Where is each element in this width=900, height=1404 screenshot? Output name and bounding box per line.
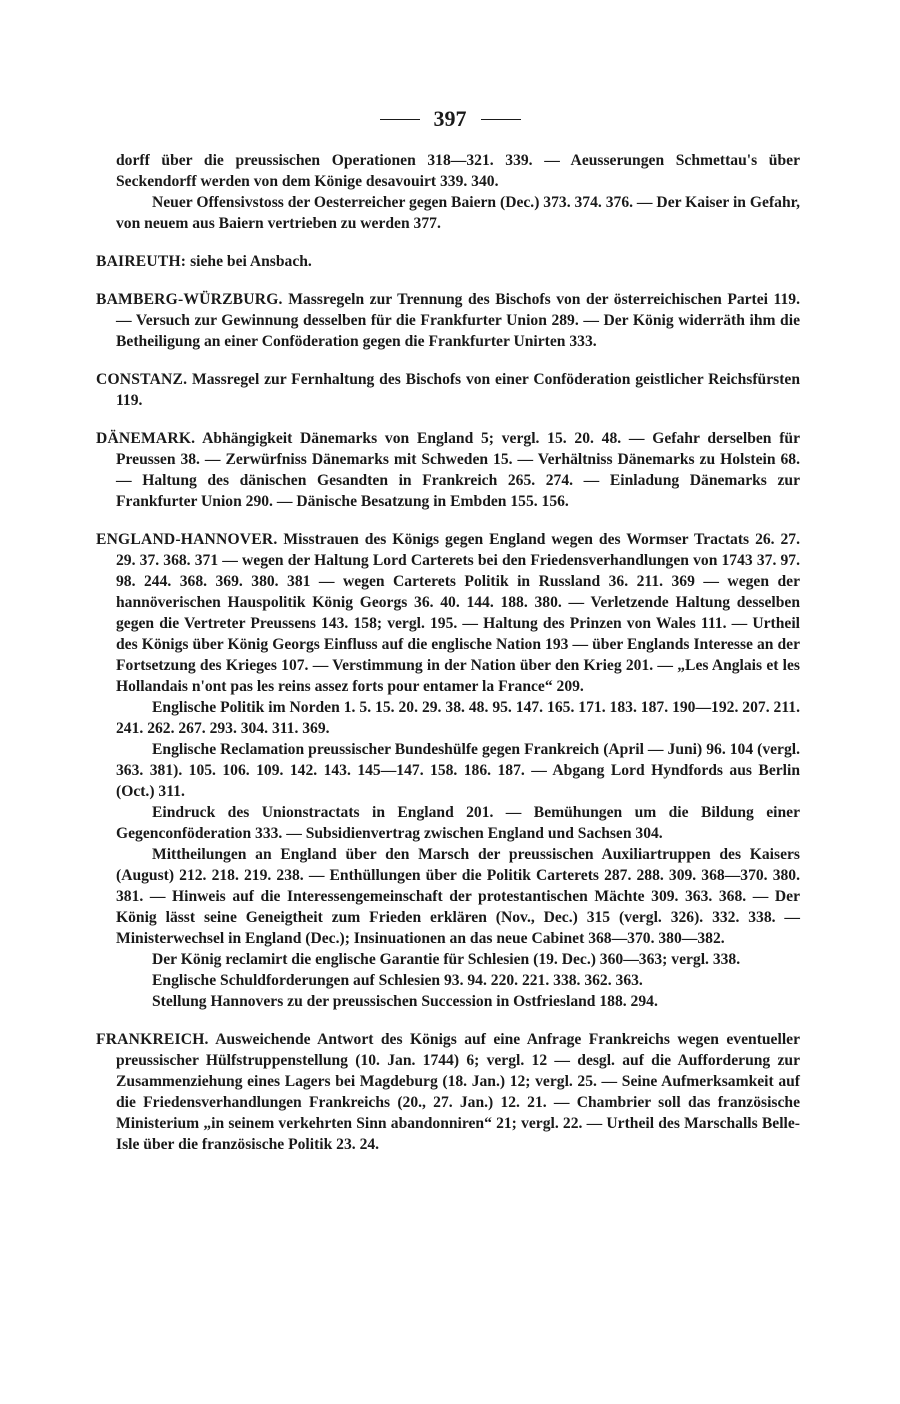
entry-text: Massregel zur Fernhaltung des Bischofs von einer Conföderation geistlicher Reichsfürsten 119. <box>116 371 800 409</box>
entry-paragraph <box>96 529 800 697</box>
entry-subparagraph: Mittheilungen an England über den Marsch der preussischen Auxiliartruppen des Kaisers (August) 212. 218. 219. 238. — Enthüllungen über die Politik Carterets 287. 288. 309. 368—370. 380. 381. — Hinweis auf die Interessengemeinschaft der protestantischen Mächte 309. 363. 368. — Der König lässt seine Geneigtheit zum Frieden erklären (Nov., Dec.) 315 (vergl. 326). 332. 338. — Ministerwechsel in England (Dec.); Insinuationen an das neue Cabinet 368—370. 380—382. <box>116 846 800 947</box>
entry-heading: BAMBERG-WÜRZBURG. <box>96 291 283 308</box>
entry-subparagraph: Der König reclamirt die englische Garantie für Schlesien (19. Dec.) 360—363; vergl. 338. <box>152 951 741 968</box>
continued-entry <box>96 150 800 234</box>
entry-heading: CONSTANZ. <box>96 371 188 388</box>
entry-paragraph <box>96 251 800 272</box>
index-entry-constanz <box>96 369 800 411</box>
index-entry-england-hannover <box>96 529 800 1012</box>
entry-subparagraph: Englische Schuldforderungen auf Schlesien 93. 94. 220. 221. 338. 362. 363. <box>152 972 643 989</box>
index-body <box>96 150 800 1172</box>
entry-paragraph <box>96 1029 800 1155</box>
entry-text: siehe bei Ansbach. <box>190 253 312 270</box>
index-entry-daenemark <box>96 428 800 512</box>
index-entry-bamberg-wuerzburg <box>96 289 800 352</box>
entry-paragraph <box>96 369 800 411</box>
page-header <box>0 106 900 132</box>
index-entry-baireuth <box>96 251 800 272</box>
entry-text: Ausweichende Antwort des Königs auf eine Anfrage Frankreichs wegen eventueller preussischer Hülfstruppenstellung (10. Jan. 1744) 6; vergl. 12 — desgl. auf die Aufforderung zur Zusammenziehung eines Lagers bei Magdeburg (18. Jan.) 12; vergl. 25. — Seine Aufmerksamkeit auf die Friedensverhandlungen Frankreichs (20., 27. Jan.) 12. 21. — Chambrier soll das französische Ministerium „in seinem verkehrten Sinn abandonniren“ 21; vergl. 22. — Urtheil des Marschalls Belle-Isle über die französische Politik 23. 24. <box>116 1031 800 1153</box>
header-dash-right <box>481 119 521 120</box>
entry-heading: FRANKREICH. <box>96 1031 209 1048</box>
entry-paragraph <box>96 289 800 352</box>
page-number: 397 <box>433 106 467 131</box>
continued-paragraph: Neuer Offensivstoss der Oesterreicher gegen Baiern (Dec.) 373. 374. 376. — Der Kaiser in Gefahr, von neuem aus Baiern vertrieben zu werden 377. <box>116 194 800 232</box>
entry-text: Massregeln zur Trennung des Bischofs von der österreichischen Partei 119. — Versuch zur Gewinnung desselben für die Frankfurter Union 289. — Der König widerräth ihm die Betheiligung an einer Conföderation gegen die Frankfurter Unirten 333. <box>116 291 800 350</box>
entry-heading: DÄNEMARK. <box>96 430 196 447</box>
entry-paragraph <box>96 428 800 512</box>
entry-subparagraph: Englische Reclamation preussischer Bundeshülfe gegen Frankreich (April — Juni) 96. 104 (vergl. 363. 381). 105. 106. 109. 142. 143. 145—147. 158. 186. 187. — Abgang Lord Hyndfords aus Berlin (Oct.) 311. <box>116 741 800 800</box>
entry-heading: BAIREUTH: <box>96 253 187 270</box>
header-dash-left <box>380 119 420 120</box>
entry-subparagraph: Eindruck des Unionstractats in England 201. — Bemühungen um die Bildung einer Gegenconföderation 333. — Subsidienvertrag zwischen England und Sachsen 304. <box>116 804 800 842</box>
entry-subparagraph: Englische Politik im Norden 1. 5. 15. 20. 29. 38. 48. 95. 147. 165. 171. 183. 187. 190—192. 207. 211. 241. 262. 267. 293. 304. 311. 369. <box>116 699 800 737</box>
index-entry-frankreich <box>96 1029 800 1155</box>
entry-subparagraph: Stellung Hannovers zu der preussischen Succession in Ostfriesland 188. 294. <box>152 993 658 1010</box>
entry-text: Abhängigkeit Dänemarks von England 5; vergl. 15. 20. 48. — Gefahr derselben für Preussen 38. — Zerwürfniss Dänemarks mit Schweden 15. — Verhältniss Dänemarks zu Holstein 68. — Haltung des dänischen Gesandten in Frankreich 265. 274. — Einladung Dänemarks zur Frankfurter Union 290. — Dänische Besatzung in Embden 155. 156. <box>116 430 800 510</box>
entry-heading: ENGLAND-HANNOVER. <box>96 531 278 548</box>
entry-text: Misstrauen des Königs gegen England wegen des Wormser Tractats 26. 27. 29. 37. 368. 371 — wegen der Haltung Lord Carterets bei den Friedensverhandlungen von 1743 37. 97. 98. 244. 368. 369. 380. 381 — wegen Carterets Politik in Russland 36. 211. 369 — wegen der hannöverischen Hauspolitik König Georgs 36. 40. 144. 188. 380. — Verletzende Haltung desselben gegen die Vertreter Preussens 143. 158; vergl. 195. — Haltung des Prinzen von Wales 111. — Urtheil des Königs über König Georgs Einfluss auf die englische Nation 193 — über Englands Interesse an der Fortsetzung des Krieges 107. — Verstimmung in der Nation über den Krieg 201. — „Les Anglais et les Hollandais n'ont pas les reins assez forts pour entamer la France“ 209. <box>116 531 800 695</box>
continued-paragraph: dorff über die preussischen Operationen 318—321. 339. — Aeusserungen Schmettau's über Seckendorff werden von dem Könige desavouirt 339. 340. <box>116 152 800 190</box>
